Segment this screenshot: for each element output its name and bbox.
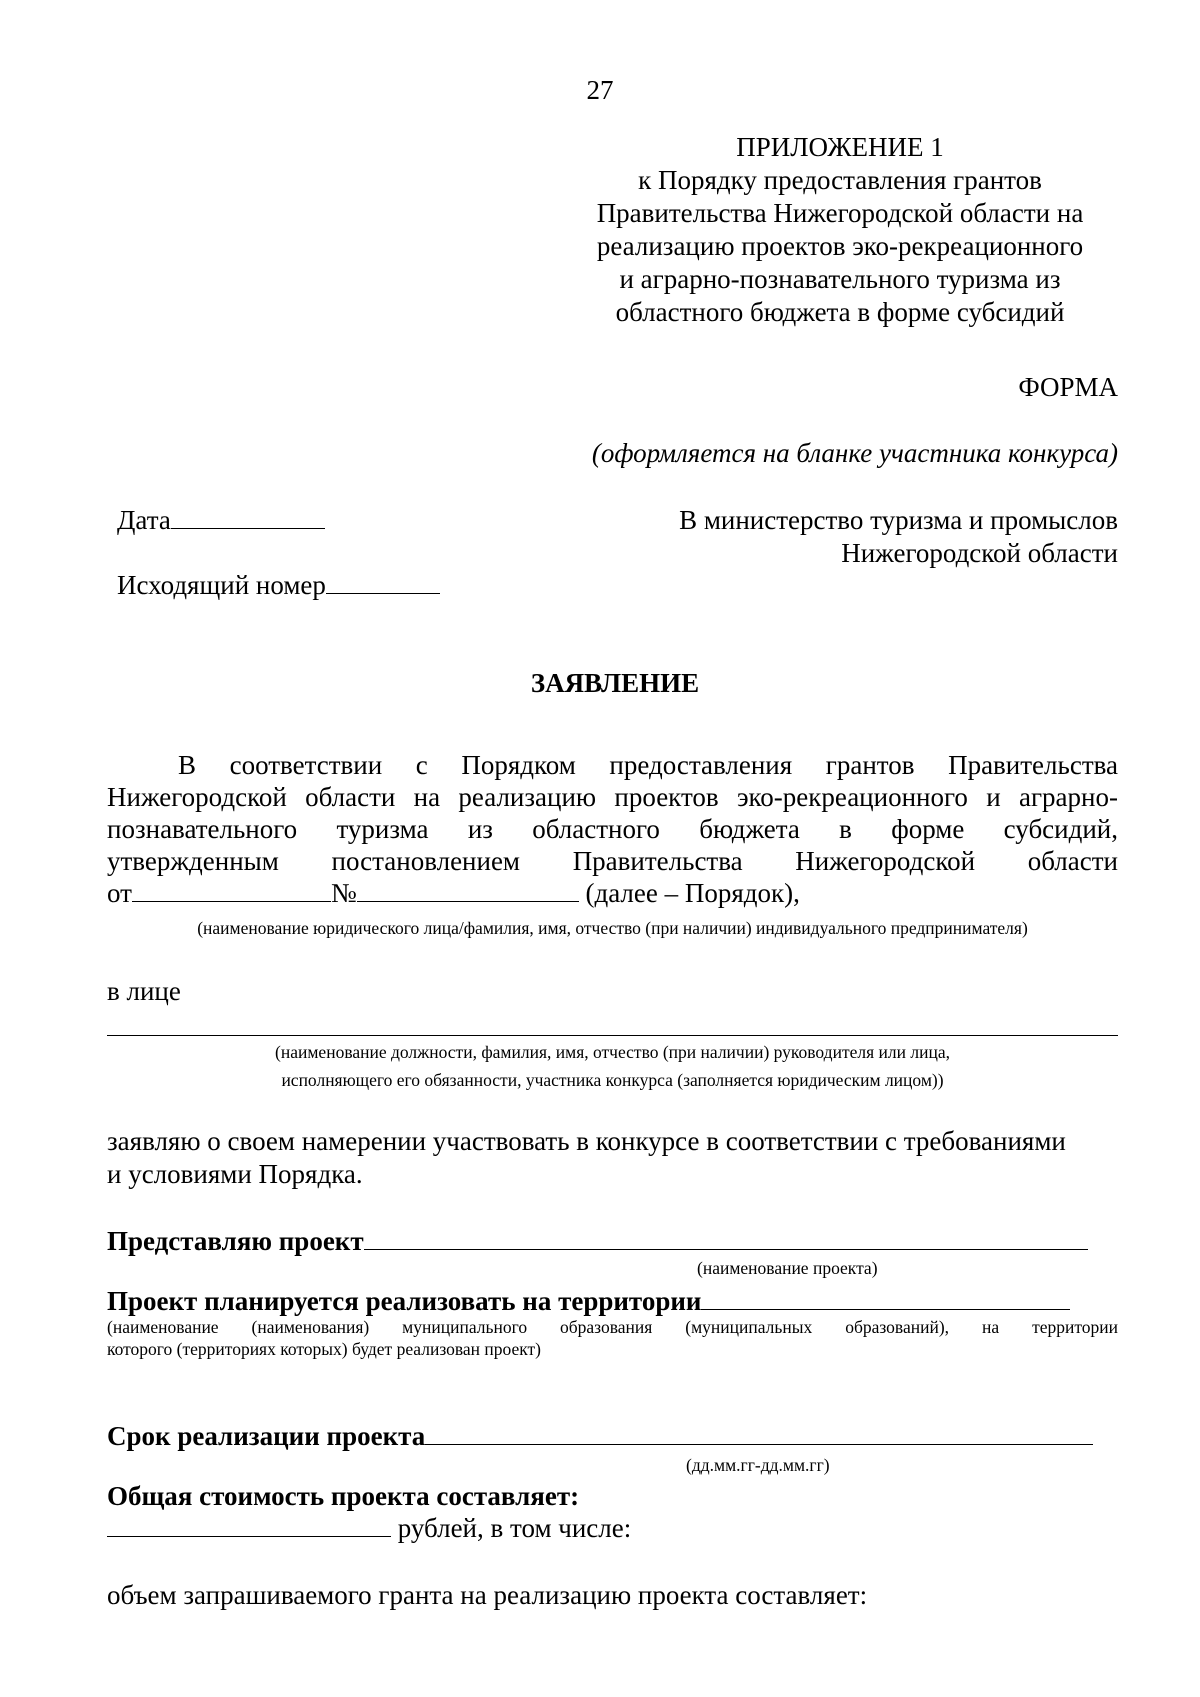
intro-line-5 [107,877,800,909]
document-heading: ЗАЯВЛЕНИЕ [530,668,700,698]
from-label: от [107,878,132,908]
intro-word: области [1027,846,1118,876]
declaration-line-2: и условиями Порядка. [107,1159,363,1189]
intro-line-2 [107,781,1118,813]
intro-word: соответствии [229,750,383,780]
intro-word: в [839,814,852,844]
territory-caption-line-1 [107,1316,1118,1338]
intro-word: области [305,782,396,812]
territory-blank[interactable] [701,1285,1070,1310]
appendix-line-4: и аграрно-познавательного туризма из [619,264,1061,294]
number-sign: № [330,878,357,908]
territory-caption-word: (муниципальных [685,1317,813,1337]
date-label: Дата [117,505,171,535]
project-field[interactable] [107,1225,1088,1257]
territory-caption-word: образования [560,1317,653,1337]
grant-amount-label: объем запрашиваемого гранта на реализацию проекта составляет: [107,1580,868,1610]
intro-word: туризма [336,814,429,844]
appendix-line-5: областного бюджета в форме субсидий [615,297,1065,327]
territory-label: Проект планируется реализовать на территории [107,1286,702,1316]
addressee-line-1: В министерство туризма и промыслов [679,505,1118,535]
intro-word: форме [891,814,965,844]
represented-by-label: в лице [107,976,181,1006]
intro-word: бюджета [699,814,800,844]
total-cost-label: Общая стоимость проекта составляет: [107,1481,580,1511]
project-caption: (наименование проекта) [697,1258,878,1278]
intro-word: на [413,782,441,812]
total-cost-blank[interactable] [107,1512,391,1537]
addressee-line-2: Нижегородской области [841,538,1118,568]
intro-word: предоставления [609,750,793,780]
intro-line-4 [107,845,1118,877]
resolution-date-blank[interactable] [132,877,331,902]
resolution-number-blank[interactable] [357,877,579,902]
appendix-line-2: Правительства Нижегородской области на [596,198,1084,228]
intro-word: с [415,750,428,780]
form-label: ФОРМА [1018,372,1118,402]
intro-word: грантов [825,750,915,780]
term-field[interactable] [107,1420,1093,1452]
outgoing-number-field[interactable] [117,569,440,601]
territory-caption-word: (наименование [107,1317,219,1337]
date-field[interactable] [117,504,325,536]
project-blank[interactable] [364,1225,1088,1250]
entity-caption: (наименование юридического лица/фамилия, имя, отчество (при наличии) индивидуального предпринимателя) [197,918,1028,938]
intro-line-3 [107,813,1118,845]
date-blank[interactable] [171,504,325,529]
term-label: Срок реализации проекта [107,1421,426,1451]
form-note: (оформляется на бланке участника конкурса) [591,438,1118,468]
outgoing-number-label: Исходящий номер [117,570,326,600]
intro-word: и [986,782,1001,812]
page-number: 27 [586,75,614,105]
intro-word: реализацию [458,782,597,812]
territory-caption-word: территории [1032,1317,1118,1337]
appendix-title: ПРИЛОЖЕНИЕ 1 [736,132,944,162]
intro-word: познавательного [107,814,298,844]
intro-word: Нижегородской [795,846,976,876]
territory-caption-word: (наименования) [251,1317,370,1337]
declaration-line-1: заявляю о своем намерении участвовать в конкурсе в соответствии с требованиями [107,1126,1066,1156]
intro-word: Правительства [948,750,1118,780]
representative-caption-line-1: (наименование должности, фамилия, имя, отчество (при наличии) руководителя или лица, [275,1042,950,1062]
intro-word: областного [532,814,660,844]
intro-word: Нижегородской [107,782,287,812]
intro-line-1 [178,749,1118,781]
territory-field[interactable] [107,1285,1070,1317]
appendix-line-1: к Порядку предоставления грантов [638,165,1042,195]
territory-caption-word: образований), [845,1317,950,1337]
intro-word: постановлением [331,846,521,876]
representative-blank[interactable] [107,1035,1118,1036]
territory-caption-word: муниципального [402,1317,528,1337]
intro-word: Порядком [461,750,576,780]
territory-caption-word: на [981,1317,1000,1337]
intro-word: субсидий, [1003,814,1118,844]
appendix-line-3: реализацию проектов эко-рекреационного [596,231,1084,261]
territory-caption-line-2: которого (территориях которых) будет реализован проект) [107,1339,542,1359]
representative-caption-line-2: исполняющего его обязанности, участника конкурса (заполняется юридическим лицом)) [281,1070,944,1090]
intro-word: утвержденным [107,846,279,876]
intro-word: аграрно- [1018,782,1118,812]
term-blank[interactable] [425,1420,1093,1445]
total-cost-field[interactable] [107,1512,631,1544]
intro-word: эко-рекреационного [736,782,968,812]
project-label: Представляю проект [107,1226,364,1256]
intro-tail: (далее – Порядок), [585,878,800,908]
intro-word: из [467,814,493,844]
intro-word: проектов [614,782,719,812]
intro-word: Правительства [572,846,743,876]
outgoing-number-blank[interactable] [326,569,440,594]
total-cost-suffix: рублей, в том числе: [397,1513,632,1543]
intro-word: В [178,750,197,780]
term-caption: (дд.мм.гг-дд.мм.гг) [686,1455,830,1475]
